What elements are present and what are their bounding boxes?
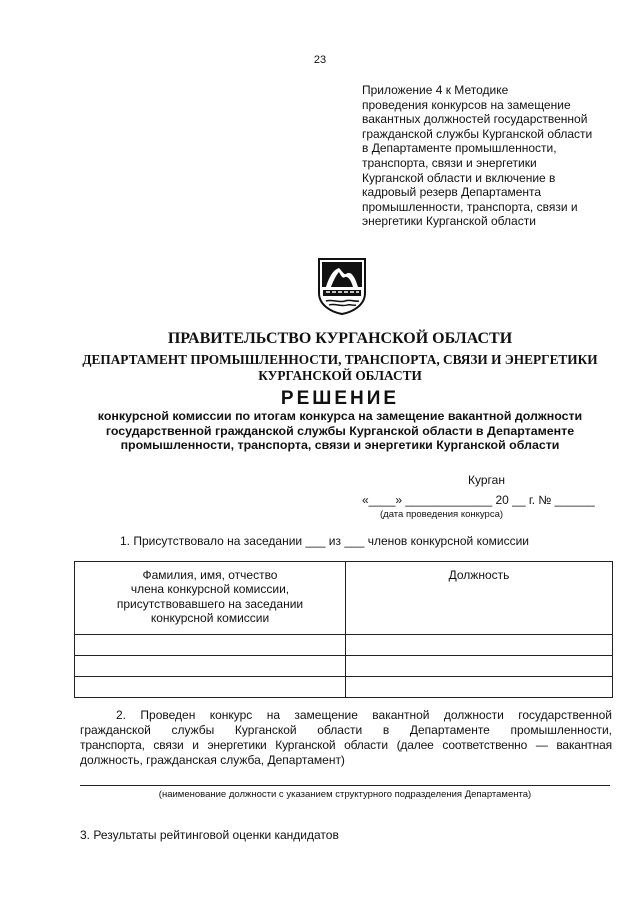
table-cell xyxy=(346,635,613,656)
table-cell xyxy=(75,656,346,677)
appendix-line: вакантных должностей государственной xyxy=(362,112,588,127)
appendix-note xyxy=(362,83,624,229)
table-header-row xyxy=(75,562,613,635)
government-title: ПРАВИТЕЛЬСТВО КУРГАНСКОЙ ОБЛАСТИ xyxy=(167,330,513,347)
appendix-line: транспорта, связи и энергетики xyxy=(362,155,537,170)
table-cell xyxy=(346,656,613,677)
date-number-field: «____» _____________ 20 __ г. № ______ xyxy=(362,493,595,507)
item-1-attendance: 1. Присутствовало на заседании ___ из ___ членов конкурсной комиссии xyxy=(120,534,529,548)
appendix-line: Курганской области и включение в xyxy=(362,170,556,185)
table-cell xyxy=(75,635,346,656)
table-row xyxy=(75,656,613,677)
position-hint: (наименование должности с указанием структурного подразделения Департамента) xyxy=(158,789,532,800)
department-title-line: КУРГАНСКОЙ ОБЛАСТИ xyxy=(258,368,422,383)
appendix-line: гражданской службы Курганской области xyxy=(362,126,593,141)
item-2-line: должность, гражданская служба, Департамент) xyxy=(80,753,345,767)
appendix-line: в Департаменте промышленности, xyxy=(362,141,557,156)
appendix-line: промышленности, транспорта, связи и xyxy=(362,199,578,214)
appendix-line: энергетики Курганской области xyxy=(362,214,536,229)
header-line: Фамилия, имя, отчество xyxy=(142,568,278,582)
header-line: конкурсной комиссии xyxy=(150,611,270,626)
subtitle-line: государственной гражданской службы Курганской области в Департаменте xyxy=(105,423,575,438)
page-number: 23 xyxy=(313,54,327,66)
column-header-name xyxy=(75,562,346,635)
header-line: члена конкурсной комиссии, xyxy=(130,582,290,597)
item-2-competition xyxy=(80,708,612,768)
position-underline xyxy=(80,785,610,786)
header-line: присутствовавшего на заседании xyxy=(116,596,304,611)
table-row xyxy=(75,635,613,656)
appendix-line: Приложение 4 к Методике xyxy=(362,83,509,97)
department-title xyxy=(40,352,640,384)
place-name: Курган xyxy=(468,473,505,487)
item-3-results: 3. Результаты рейтинговой оценки кандидатов xyxy=(80,828,339,842)
subtitle-line: промышленности, транспорта, связи и энергетики Курганской области xyxy=(120,438,560,453)
item-2-line: гражданской службы Курганской области в Департаменте промышленности, xyxy=(80,723,612,737)
table-row xyxy=(75,677,613,698)
item-2-line: транспорта, связи и энергетики Курганской области (далее соответственно — вакантная xyxy=(80,738,612,752)
appendix-line: проведения конкурсов на замещение xyxy=(362,97,571,112)
members-table xyxy=(74,561,613,698)
item-2-line: 2. Проведен конкурс на замещение вакантной должности государственной xyxy=(116,708,612,722)
date-hint: (дата проведения конкурса) xyxy=(380,509,504,520)
table-cell xyxy=(346,677,613,698)
coat-of-arms-icon xyxy=(317,257,367,315)
appendix-line: кадровый резерв Департамента xyxy=(362,185,542,200)
table-cell xyxy=(75,677,346,698)
column-header-position: Должность xyxy=(346,562,613,635)
department-title-line: ДЕПАРТАМЕНТ ПРОМЫШЛЕННОСТИ, ТРАНСПОРТА, СВЯЗИ И ЭНЕРГЕТИКИ xyxy=(82,352,598,367)
subtitle-line: конкурсной комиссии по итогам конкурса на замещение вакантной должности xyxy=(97,409,583,423)
decision-subtitle xyxy=(40,409,640,453)
decision-title: РЕШЕНИЕ xyxy=(280,388,400,409)
